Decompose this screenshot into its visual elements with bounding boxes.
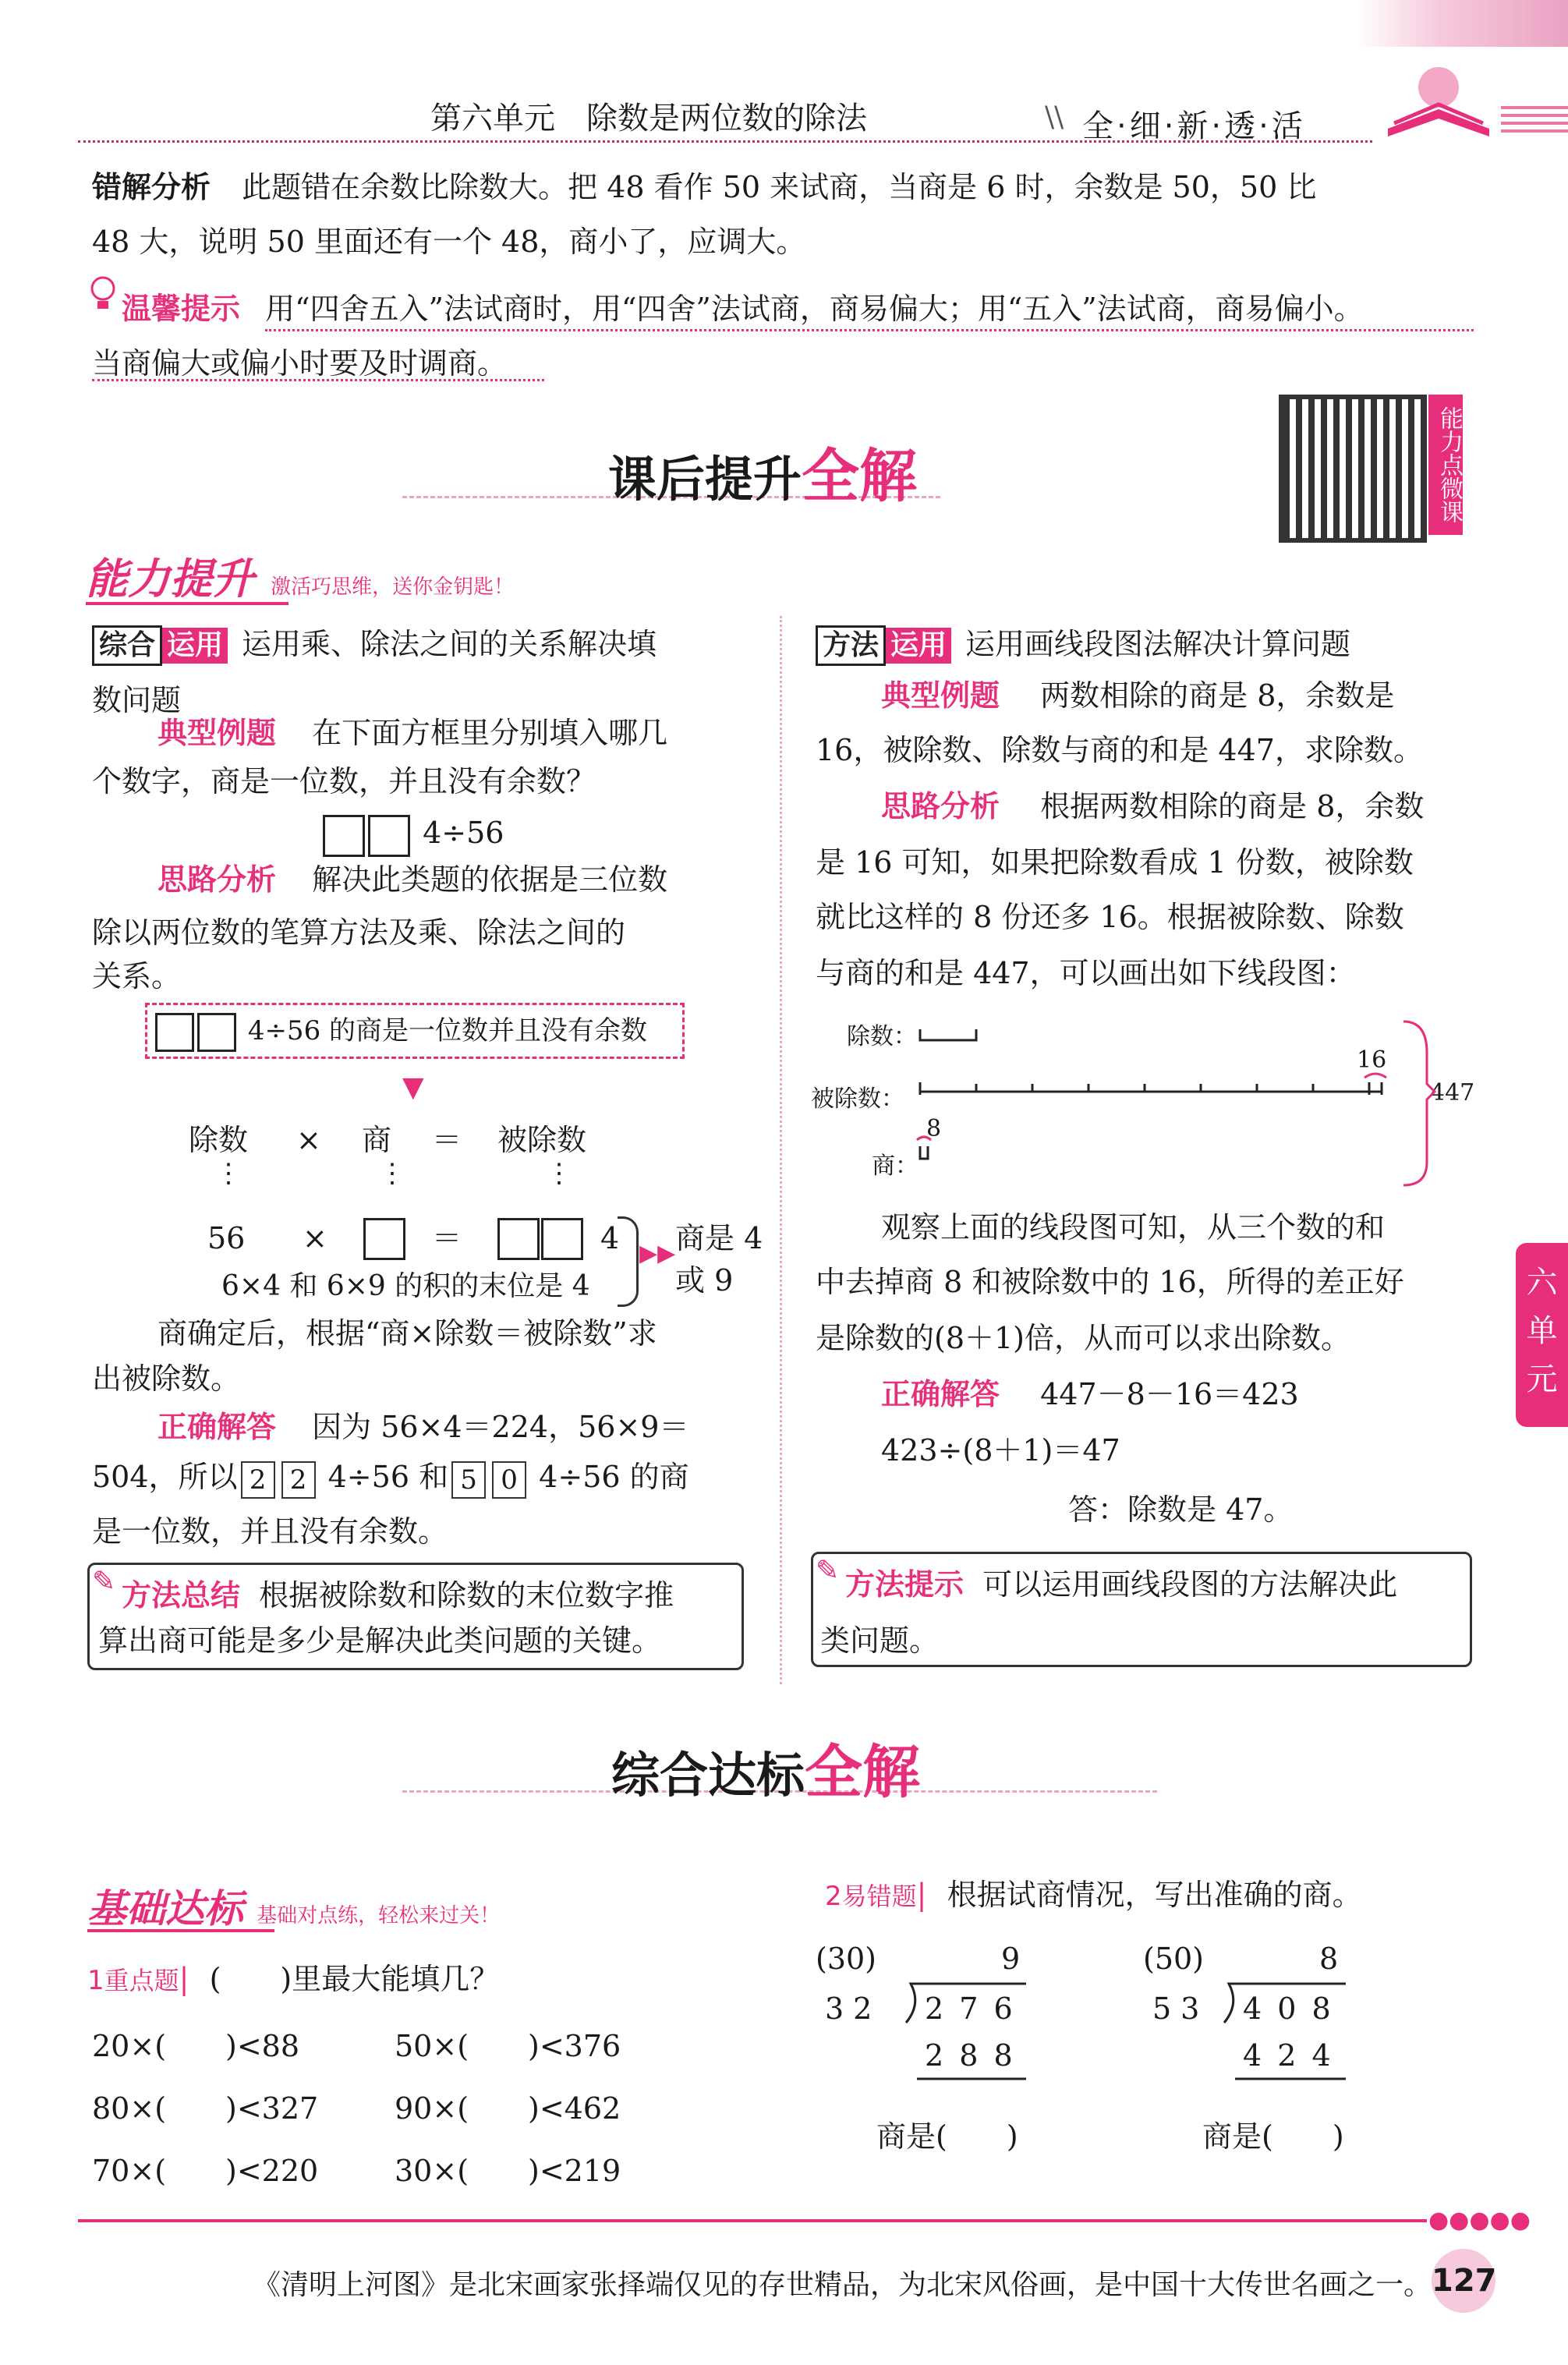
row2-times: × <box>303 1221 327 1255</box>
method-summary-label: 方法总结 <box>122 1578 241 1613</box>
q1-item: 80×( )<327 <box>92 2091 319 2126</box>
q1-item: 70×( )<220 <box>92 2154 319 2188</box>
q1-row <box>92 2077 747 2140</box>
method-summary-2: 算出商可能是多少是解决此类问题的关键。 <box>98 1623 662 1658</box>
blank-box <box>363 1218 405 1260</box>
section1-title-b: 全解 <box>802 443 918 510</box>
footer-dots: ●●●●● <box>1428 2207 1531 2234</box>
section1-title <box>608 430 917 513</box>
method-tip-1: 可以运用画线段图的方法解决此 <box>982 1567 1398 1602</box>
header-stripes <box>1501 101 1568 133</box>
blank-box <box>497 1218 540 1260</box>
arrow-right-icon: ▶▶ <box>639 1240 676 1267</box>
right-answer-1: 447－8－16＝423 <box>1040 1377 1299 1411</box>
qr-side-text: 能力点微课 <box>1435 406 1463 523</box>
header-rule <box>78 140 1372 143</box>
side-tab-text: 六单元 <box>1526 1265 1558 1397</box>
right-answer-label: 正确解答 <box>881 1377 1000 1411</box>
left-heading-1: 运用乘、除法之间的关系解决填 <box>242 627 657 661</box>
pencil-icon: ✎ <box>816 1555 840 1587</box>
note-b1: 商是 4 <box>675 1221 763 1255</box>
blank-box <box>323 815 365 857</box>
division-b-quotient: 8 <box>1319 1942 1339 1976</box>
diagram-box-text: 4÷56 的商是一位数并且没有余数 <box>247 1015 648 1046</box>
page-number <box>1432 2249 1495 2313</box>
right-observe-3: 是除数的(8＋1)倍，从而可以求出除数。 <box>816 1321 1351 1355</box>
note-b2: 或 9 <box>675 1263 734 1298</box>
seg-divisor-label: 除数： <box>847 1023 917 1050</box>
side-tab <box>1516 1243 1568 1427</box>
right-think-label: 思路分析 <box>881 789 1000 823</box>
left-think-1: 解决此类题的依据是三位数 <box>312 862 668 897</box>
right-answer-2: 423÷(8＋1)＝47 <box>881 1433 1120 1468</box>
slash-mark: \\ <box>1045 101 1064 133</box>
division-b-divisor: 53 <box>1152 1991 1209 2026</box>
left-heading-2: 数问题 <box>92 683 182 717</box>
left-example-label: 典型例题 <box>158 716 277 750</box>
qr-code[interactable] <box>1279 395 1427 543</box>
tag-yunyong-right: 运用 <box>886 628 951 664</box>
digit-box: 2 <box>281 1461 316 1499</box>
q1-row <box>92 2015 747 2077</box>
q2-header: 2易错题| 根据试商情况，写出准确的商。 <box>825 1878 1362 1912</box>
left-think-2: 除以两位数的笔算方法及乘、除法之间的 <box>92 915 626 950</box>
ans2-a: 504，所以 <box>92 1460 238 1494</box>
tip-text1: 用“四舍五入”法试商时，用“四舍”法试商，商易偏大；用“五入”法试商，商易偏小。 <box>265 292 1364 326</box>
row2-divisor: 56 <box>207 1221 246 1255</box>
ability-title <box>86 546 514 606</box>
digit-box: 5 <box>451 1461 486 1499</box>
left-example-text1: 在下面方框里分别填入哪几 <box>312 716 668 750</box>
blank-box <box>155 1013 194 1052</box>
left-answer <box>92 1399 688 1455</box>
section2-title-b: 全解 <box>805 1739 921 1806</box>
method-summary-1: 根据被除数和除数的末位数字推 <box>259 1578 674 1613</box>
section2-title <box>611 1726 920 1809</box>
division-b-guess: (50) <box>1143 1942 1205 1976</box>
division-a-quotient: 9 <box>1001 1942 1021 1976</box>
error-analysis-text1: 此题错在余数比除数大。把 48 看作 50 来试商，当商是 6 时，余数是 50，50 比 <box>242 170 1317 204</box>
qr-side-label <box>1428 395 1463 535</box>
tag-fangfa: 方法 <box>816 625 886 666</box>
ans2-b: 4÷56 和 <box>327 1460 449 1494</box>
dots-column: ⋮ <box>215 1158 242 1189</box>
row1-equals: ＝ <box>432 1123 462 1157</box>
basic-title <box>87 1878 500 1934</box>
basic-subtitle: 基础对点练，轻松来过关！ <box>257 1904 501 1928</box>
method-tip-line1 <box>845 1556 1397 1613</box>
basic-title-text: 基础达标 <box>87 1886 243 1931</box>
left-example-text2: 个数字，商是一位数，并且没有余数？ <box>92 764 596 798</box>
division-a-product: 2 8 8 <box>925 2038 1016 2073</box>
ans2-c: 4÷56 的商 <box>539 1460 689 1494</box>
left-answer-label: 正确解答 <box>158 1410 277 1444</box>
q1-num: 1 <box>87 1965 104 1996</box>
right-heading <box>816 616 1350 672</box>
error-analysis-label: 错解分析 <box>92 170 211 204</box>
q1-text: ( )里最大能填几？ <box>209 1962 500 1996</box>
seg-8-label: 8 <box>926 1115 942 1142</box>
left-think-3: 关系。 <box>92 959 182 993</box>
right-think-1: 根据两数相除的商是 8，余数 <box>1040 789 1425 823</box>
relation-row1 <box>189 1112 672 1168</box>
row2-equals: ＝ <box>432 1221 462 1255</box>
division-a <box>816 1942 1049 2113</box>
right-think-3: 就比这样的 8 份还多 16。根据被除数、除数 <box>816 900 1404 934</box>
row1-dividend: 被除数 <box>497 1123 587 1157</box>
seg-447-label: 447 <box>1430 1079 1475 1106</box>
brace <box>618 1216 639 1307</box>
division-a-guess: (30) <box>816 1942 877 1976</box>
division-a-divisor: 32 <box>825 1991 882 2026</box>
arrow-down-icon: ▼ <box>402 1071 424 1103</box>
unit-title: 第六单元 除数是两位数的除法 <box>430 101 867 136</box>
row1-times: × <box>296 1123 321 1157</box>
q1-rows <box>92 2015 747 2202</box>
digit-box: 2 <box>241 1461 275 1499</box>
footer-note: 《清明上河图》是北宋画家张择端仅见的存世精品，为北宋风俗画，是中国十大传世名画之一。 <box>253 2269 1432 2301</box>
right-example-1: 两数相除的商是 8，余数是 <box>1040 678 1395 713</box>
column-divider <box>780 616 782 1684</box>
bulb-icon <box>87 274 119 315</box>
ability-subtitle: 激活巧思维，送你金钥匙！ <box>271 575 515 599</box>
q1-tag: 重点题 <box>104 1966 179 1995</box>
tag-yunyong: 运用 <box>162 628 228 664</box>
left-example-expr-text: 4÷56 <box>423 816 504 850</box>
q2-tag: 易错题 <box>841 1882 917 1911</box>
error-analysis <box>92 159 1480 215</box>
error-analysis-text2: 48 大，说明 50 里面还有一个 48，商小了，应调大。 <box>92 225 806 259</box>
right-observe-2: 中去掉商 8 和被除数中的 16，所得的差正好 <box>816 1265 1404 1299</box>
top-decoration <box>1357 0 1568 47</box>
dots-column: ⋮ <box>546 1158 572 1189</box>
division-b-dividend: 4 0 8 <box>1243 1991 1334 2026</box>
division-b-product: 4 2 4 <box>1243 2038 1334 2073</box>
right-example-2: 16，被除数、除数与商的和是 447，求除数。 <box>816 733 1423 767</box>
left-think-label: 思路分析 <box>158 862 277 897</box>
q1-header: 1重点题| ( )里最大能填几？ <box>87 1962 500 1996</box>
q2-text: 根据试商情况，写出准确的商。 <box>947 1878 1362 1912</box>
division-bracket <box>816 1942 1049 2113</box>
right-think-4: 与商的和是 447，可以画出如下线段图： <box>816 956 1356 990</box>
left-answer-1: 因为 56×4＝224，56×9＝ <box>312 1410 689 1444</box>
diagram-box <box>145 1003 685 1059</box>
dots-column: ⋮ <box>379 1158 405 1189</box>
left-answer-3: 是一位数，并且没有余数。 <box>92 1514 448 1549</box>
segment-diagram <box>811 1006 1497 1193</box>
tip-label: 温馨提示 <box>122 292 241 326</box>
right-think <box>816 778 1424 834</box>
tip-text2: 当商偏大或偏小时要及时调商。 <box>92 346 508 381</box>
blank-box <box>368 815 410 857</box>
blank-box <box>541 1218 583 1260</box>
footer-rule <box>78 2219 1427 2222</box>
right-example-label: 典型例题 <box>881 678 1000 713</box>
right-answer <box>816 1366 1299 1422</box>
q2-num: 2 <box>825 1881 842 1912</box>
segment-lines <box>811 1006 1497 1193</box>
blank-box <box>197 1013 236 1052</box>
ability-title-text: 能力提升 <box>86 554 254 604</box>
division-bracket <box>1143 1942 1377 2113</box>
q1-item: 20×( )<88 <box>92 2029 300 2063</box>
q1-item: 50×( )<376 <box>395 2029 621 2063</box>
tag-zonghe: 综合 <box>92 625 162 666</box>
row1-divisor: 除数 <box>189 1123 249 1157</box>
header-slogan: 全·细·新·透·活 <box>1082 108 1306 144</box>
seg-quotient-label: 商： <box>872 1152 919 1180</box>
digit-box: 0 <box>492 1461 526 1499</box>
seg-dividend-label: 被除数： <box>811 1085 904 1113</box>
left-after-1: 商确定后，根据“商×除数＝被除数”求 <box>158 1316 657 1351</box>
method-tip-2: 类问题。 <box>820 1623 940 1658</box>
row2-dividend-end: 4 <box>600 1221 620 1255</box>
method-tip-label: 方法提示 <box>845 1567 965 1602</box>
section1-title-a: 课后提升 <box>608 451 802 508</box>
division-b <box>1143 1942 1377 2113</box>
right-example <box>816 667 1394 724</box>
q1-row <box>92 2140 747 2202</box>
left-answer-2 <box>92 1449 689 1505</box>
book-logo-icon <box>1380 55 1497 140</box>
row1-quotient: 商 <box>362 1123 392 1157</box>
pencil-icon: ✎ <box>92 1566 116 1598</box>
right-heading-text: 运用画线段图法解决计算问题 <box>965 627 1351 661</box>
division-b-answer: 商是( ) <box>1202 2119 1344 2154</box>
note-a: 6×4 和 6×9 的积的末位是 4 <box>221 1270 590 1302</box>
division-a-answer: 商是( ) <box>876 2119 1018 2154</box>
left-think <box>92 851 667 908</box>
left-after-2: 出被除数。 <box>92 1361 241 1396</box>
right-answer-3: 答：除数是 47。 <box>1068 1492 1294 1527</box>
q1-item: 90×( )<462 <box>395 2091 621 2126</box>
q1-item: 30×( )<219 <box>395 2154 621 2188</box>
division-a-dividend: 2 7 6 <box>925 1991 1016 2026</box>
right-think-2: 是 16 可知，如果把除数看成 1 份数，被除数 <box>816 845 1414 880</box>
right-observe-1: 观察上面的线段图可知，从三个数的和 <box>881 1210 1386 1244</box>
section2-title-a: 综合达标 <box>611 1747 805 1804</box>
page-number-text: 127 <box>1432 2263 1497 2299</box>
seg-16-label: 16 <box>1357 1046 1387 1074</box>
